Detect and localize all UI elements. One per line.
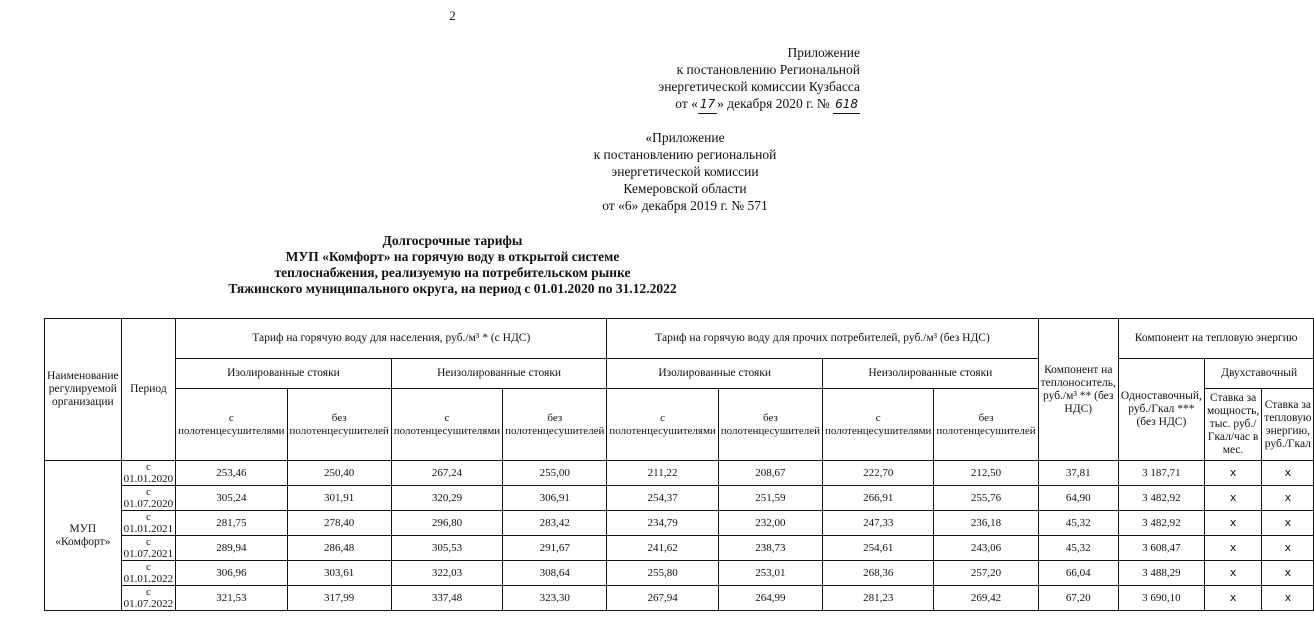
table-row [45, 536, 1314, 561]
other-insulated-without-cell: 253,01 [718, 561, 822, 586]
previous-appendix-header [520, 129, 850, 214]
pop-noninsulated-with-cell: 322,03 [391, 561, 502, 586]
other-noninsulated-without-cell: 236,18 [934, 511, 1038, 536]
other-insulated-with-cell: 211,22 [607, 461, 718, 486]
other-noninsulated-with-cell: 268,36 [823, 561, 934, 586]
other-noninsulated-without-cell: 243,06 [934, 536, 1038, 561]
rate-energy-cell: x [1262, 511, 1314, 536]
appendix-line: энергетической комиссии Кузбасса [658, 79, 860, 94]
rate-energy-cell: x [1262, 536, 1314, 561]
title-line: Тяжинского муниципального округа, на период с 01.01.2020 по 31.12.2022 [228, 281, 677, 296]
period-cell: с 01.01.2020 [121, 461, 176, 486]
pop-noninsulated-with-cell: 320,29 [391, 486, 502, 511]
other-noninsulated-without-cell: 269,42 [934, 586, 1038, 611]
rate-power-cell: x [1204, 561, 1261, 586]
header-other-tariff: Тариф на горячую воду для прочих потребителей, руб./м³ (без НДС) [607, 319, 1038, 359]
pop-insulated-without-cell: 250,40 [287, 461, 391, 486]
coolant-component-cell: 66,04 [1038, 561, 1118, 586]
single-rate-cell: 3 488,29 [1118, 561, 1204, 586]
single-rate-cell: 3 608,47 [1118, 536, 1204, 561]
header-without-dryer: без полотенцесушителей [503, 389, 607, 461]
handwritten-day: 17 [698, 96, 717, 114]
title-line: Долгосрочные тарифы [382, 233, 523, 248]
other-noninsulated-without-cell: 257,20 [934, 561, 1038, 586]
period-cell: с 01.07.2021 [121, 536, 176, 561]
pop-noninsulated-with-cell: 296,80 [391, 511, 502, 536]
date-middle: » декабря 2020 г. № [717, 96, 830, 111]
other-noninsulated-with-cell: 254,61 [823, 536, 934, 561]
table-row [45, 486, 1314, 511]
coolant-component-cell: 37,81 [1038, 461, 1118, 486]
pop-noninsulated-without-cell: 323,30 [503, 586, 607, 611]
pop-insulated-with-cell: 321,53 [176, 586, 287, 611]
header-without-dryer: без полотенцесушителей [934, 389, 1038, 461]
pop-insulated-without-cell: 301,91 [287, 486, 391, 511]
header-without-dryer: без полотенцесушителей [718, 389, 822, 461]
other-insulated-without-cell: 208,67 [718, 461, 822, 486]
period-cell: с 01.01.2022 [121, 561, 176, 586]
header-noninsulated: Неизолированные стояки [823, 359, 1039, 389]
other-insulated-without-cell: 264,99 [718, 586, 822, 611]
other-insulated-with-cell: 254,37 [607, 486, 718, 511]
title-line: МУП «Комфорт» на горячую воду в открытой системе [285, 249, 620, 264]
date-prefix: от « [675, 96, 698, 111]
other-insulated-with-cell: 267,94 [607, 586, 718, 611]
header-coolant-component: Компонент на теплоноситель, руб./м³ ** (без НДС) [1038, 319, 1118, 461]
single-rate-cell: 3 690,10 [1118, 586, 1204, 611]
pop-noninsulated-without-cell: 306,91 [503, 486, 607, 511]
appendix-line: Кемеровской области [623, 181, 747, 196]
header-with-dryer: с полотенцесушителями [391, 389, 502, 461]
table-body [45, 461, 1314, 611]
pop-insulated-without-cell: 317,99 [287, 586, 391, 611]
other-noninsulated-without-cell: 212,50 [934, 461, 1038, 486]
page-number: 2 [449, 8, 456, 23]
other-noninsulated-with-cell: 266,91 [823, 486, 934, 511]
rate-power-cell: x [1204, 511, 1261, 536]
rate-power-cell: x [1204, 461, 1261, 486]
other-noninsulated-with-cell: 247,33 [823, 511, 934, 536]
period-cell: с 01.01.2021 [121, 511, 176, 536]
header-with-dryer: с полотенцесушителями [176, 389, 287, 461]
coolant-component-cell: 64,90 [1038, 486, 1118, 511]
header-with-dryer: с полотенцесушителями [607, 389, 718, 461]
table-row [45, 561, 1314, 586]
appendix-line: Приложение [787, 45, 860, 60]
header-population-tariff: Тариф на горячую воду для населения, руб./м³ * (с НДС) [176, 319, 607, 359]
pop-insulated-with-cell: 253,46 [176, 461, 287, 486]
document-title [0, 233, 905, 297]
other-noninsulated-with-cell: 281,23 [823, 586, 934, 611]
pop-insulated-without-cell: 303,61 [287, 561, 391, 586]
header-with-dryer: с полотенцесушителями [823, 389, 934, 461]
header-period: Период [121, 319, 176, 461]
header-double-rate: Двухставочный [1204, 359, 1313, 389]
table-row [45, 511, 1314, 536]
pop-insulated-with-cell: 281,75 [176, 511, 287, 536]
single-rate-cell: 3 187,71 [1118, 461, 1204, 486]
pop-insulated-with-cell: 305,24 [176, 486, 287, 511]
other-insulated-without-cell: 251,59 [718, 486, 822, 511]
other-noninsulated-without-cell: 255,76 [934, 486, 1038, 511]
pop-noninsulated-with-cell: 305,53 [391, 536, 502, 561]
pop-noninsulated-without-cell: 308,64 [503, 561, 607, 586]
appendix-line: энергетической комиссии [611, 164, 759, 179]
header-organization: Наименование регулируемой организации [45, 319, 122, 461]
appendix-line: «Приложение [645, 130, 725, 145]
pop-insulated-with-cell: 289,94 [176, 536, 287, 561]
pop-noninsulated-with-cell: 337,48 [391, 586, 502, 611]
header-noninsulated: Неизолированные стояки [391, 359, 607, 389]
rate-energy-cell: x [1262, 486, 1314, 511]
coolant-component-cell: 67,20 [1038, 586, 1118, 611]
pop-noninsulated-without-cell: 291,67 [503, 536, 607, 561]
header-rate-energy: Ставка за тепловую энергию, руб./Гкал [1262, 389, 1314, 461]
other-noninsulated-with-cell: 222,70 [823, 461, 934, 486]
appendix-date-line [560, 95, 860, 114]
tariff-table [44, 318, 1314, 611]
rate-power-cell: x [1204, 486, 1261, 511]
header-insulated: Изолированные стояки [607, 359, 823, 389]
other-insulated-with-cell: 255,80 [607, 561, 718, 586]
header-heat-component: Компонент на тепловую энергию [1118, 319, 1314, 359]
period-cell: с 01.07.2022 [121, 586, 176, 611]
single-rate-cell: 3 482,92 [1118, 511, 1204, 536]
table-row [45, 461, 1314, 486]
pop-insulated-without-cell: 286,48 [287, 536, 391, 561]
organization-name: МУП «Комфорт» [45, 461, 122, 611]
appendix-line: к постановлению региональной [593, 147, 777, 162]
title-line: теплоснабжения, реализуемую на потребительском рынке [274, 265, 631, 280]
coolant-component-cell: 45,32 [1038, 511, 1118, 536]
appendix-line: к постановлению Региональной [676, 62, 860, 77]
rate-energy-cell: x [1262, 586, 1314, 611]
rate-power-cell: x [1204, 586, 1261, 611]
other-insulated-without-cell: 232,00 [718, 511, 822, 536]
pop-insulated-with-cell: 306,96 [176, 561, 287, 586]
other-insulated-with-cell: 234,79 [607, 511, 718, 536]
pop-noninsulated-with-cell: 267,24 [391, 461, 502, 486]
header-single-rate: Одноставочный, руб./Гкал *** (без НДС) [1118, 359, 1204, 461]
period-cell: с 01.07.2020 [121, 486, 176, 511]
header-without-dryer: без полотенцесушителей [287, 389, 391, 461]
pop-noninsulated-without-cell: 255,00 [503, 461, 607, 486]
header-rate-power: Ставка за мощность, тыс. руб./Гкал/час в мес. [1204, 389, 1261, 461]
rate-power-cell: x [1204, 536, 1261, 561]
handwritten-number: 618 [833, 96, 860, 114]
appendix-header [560, 44, 860, 114]
other-insulated-with-cell: 241,62 [607, 536, 718, 561]
header-insulated: Изолированные стояки [176, 359, 392, 389]
rate-energy-cell: x [1262, 561, 1314, 586]
table-row [45, 586, 1314, 611]
pop-insulated-without-cell: 278,40 [287, 511, 391, 536]
appendix-line: от «6» декабря 2019 г. № 571 [602, 198, 768, 213]
pop-noninsulated-without-cell: 283,42 [503, 511, 607, 536]
coolant-component-cell: 45,32 [1038, 536, 1118, 561]
single-rate-cell: 3 482,92 [1118, 486, 1204, 511]
rate-energy-cell: x [1262, 461, 1314, 486]
other-insulated-without-cell: 238,73 [718, 536, 822, 561]
